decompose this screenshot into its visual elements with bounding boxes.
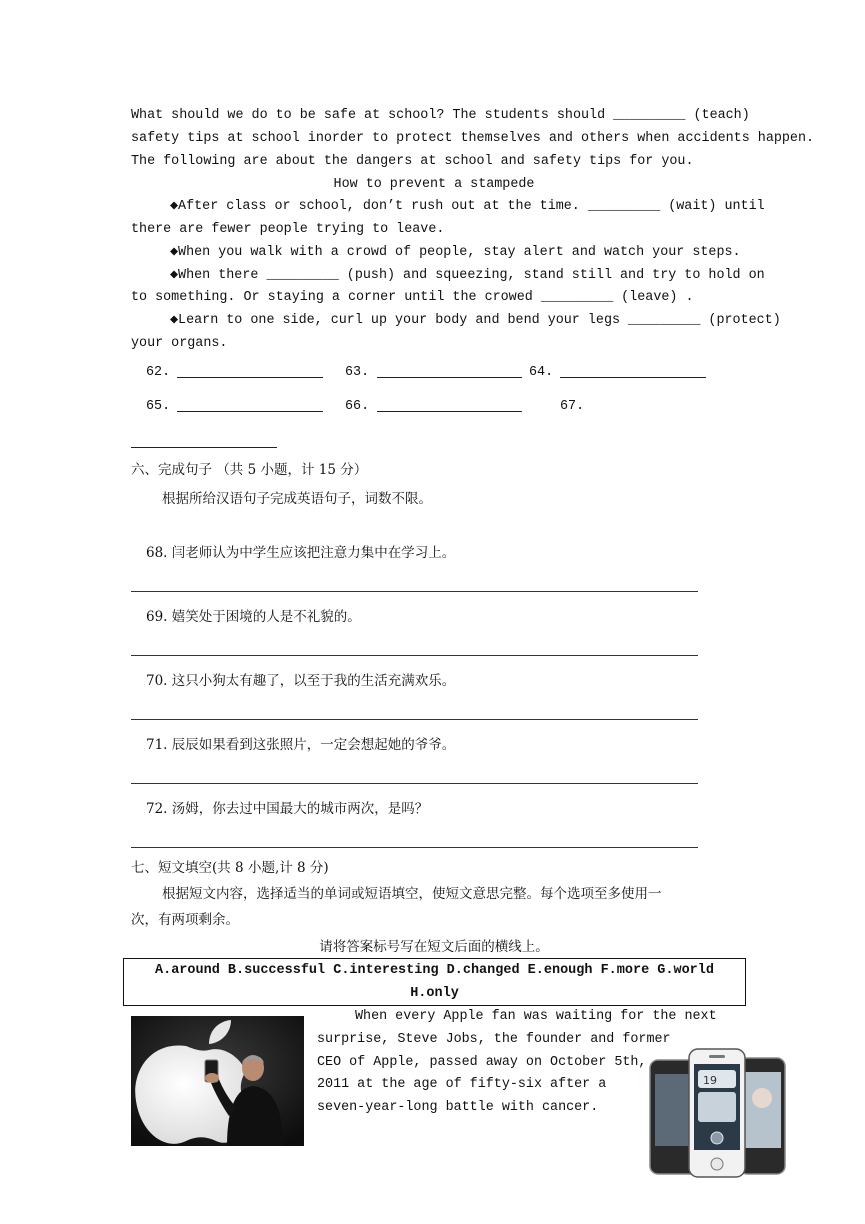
- answer-number-63: 63.: [345, 365, 370, 380]
- passage-line-11: your organs.: [131, 336, 228, 351]
- answer-line-69[interactable]: [131, 655, 698, 656]
- section-6-instruction: 根据所给汉语句子完成英语句子，词数不限。: [162, 491, 432, 507]
- answer-blank-64[interactable]: [560, 377, 706, 378]
- answer-blank-62[interactable]: [177, 377, 323, 378]
- iphone-photo: [647, 1046, 789, 1180]
- answer-line-68[interactable]: [131, 591, 698, 592]
- question-69: 69. 嬉笑处于困境的人是不礼貌的。: [146, 609, 361, 625]
- section-7-instruction-2: 次，有两项剩余。: [131, 912, 239, 928]
- answer-number-64: 64.: [529, 365, 554, 380]
- answer-blank-66[interactable]: [377, 411, 522, 412]
- passage-subtitle: How to prevent a stampede: [333, 177, 535, 192]
- passage-line-8: ◆When there _________ (push) and squeezing, stand still and try to hold on: [170, 268, 765, 283]
- story-line-1: When every Apple fan was waiting for the next: [355, 1009, 717, 1024]
- question-72: 72. 汤姆，你去过中国最大的城市两次，是吗？: [146, 801, 429, 817]
- passage-line-9: to something. Or staying a corner until the crowed _________ (leave) .: [131, 290, 694, 305]
- passage-line-3: The following are about the dangers at school and safety tips for you.: [131, 154, 694, 169]
- answer-number-67: 67.: [560, 399, 585, 414]
- answer-number-66: 66.: [345, 399, 370, 414]
- story-line-5: seven-year-long battle with cancer.: [317, 1100, 599, 1115]
- story-line-4: 2011 at the age of fifty-six after a: [317, 1077, 607, 1092]
- answer-number-62: 62.: [146, 365, 171, 380]
- section-7-instruction-1: 根据短文内容，选择适当的单词或短语填空，使短文意思完整。每个选项至多使用一: [162, 886, 662, 902]
- options-line-1: A.around B.successful C.interesting D.changed E.enough F.more G.world: [155, 963, 714, 978]
- answer-line-70[interactable]: [131, 719, 698, 720]
- phone-screen-time: 19: [703, 1074, 717, 1087]
- passage-line-5: ◆After class or school, don’t rush out at the time. _________ (wait) until: [170, 199, 765, 214]
- passage-line-1: What should we do to be safe at school? The students should _________ (teach): [131, 108, 750, 123]
- passage-line-7: ◆When you walk with a crowd of people, stay alert and watch your steps.: [170, 245, 741, 260]
- question-71: 71. 辰辰如果看到这张照片，一定会想起她的爷爷。: [146, 737, 456, 753]
- answer-blank-67[interactable]: [131, 447, 277, 448]
- passage-line-2: safety tips at school inorder to protect themselves and others when accidents happen.: [131, 131, 815, 146]
- steve-jobs-photo: [131, 1016, 304, 1146]
- question-70: 70. 这只小狗太有趣了，以至于我的生活充满欢乐。: [146, 673, 456, 689]
- answer-line-72[interactable]: [131, 847, 698, 848]
- section-7-title: 七、短文填空(共 8 小题,计 8 分): [131, 860, 329, 876]
- section-6-title: 六、完成句子 （共 5 小题，计 15 分）: [131, 462, 368, 478]
- answer-blank-63[interactable]: [377, 377, 522, 378]
- section-7-instruction-3: 请将答案标号写在短文后面的横线上。: [319, 939, 549, 955]
- answer-line-71[interactable]: [131, 783, 698, 784]
- answer-number-65: 65.: [146, 399, 171, 414]
- story-line-2: surprise, Steve Jobs, the founder and former: [317, 1032, 671, 1047]
- options-line-2: H.only: [410, 986, 459, 1001]
- passage-line-6: there are fewer people trying to leave.: [131, 222, 445, 237]
- question-68: 68. 闫老师认为中学生应该把注意力集中在学习上。: [146, 545, 456, 561]
- answer-blank-65[interactable]: [177, 411, 323, 412]
- passage-line-10: ◆Learn to one side, curl up your body and bend your legs _________ (protect): [170, 313, 781, 328]
- story-line-3: CEO of Apple, passed away on October 5th,: [317, 1055, 647, 1070]
